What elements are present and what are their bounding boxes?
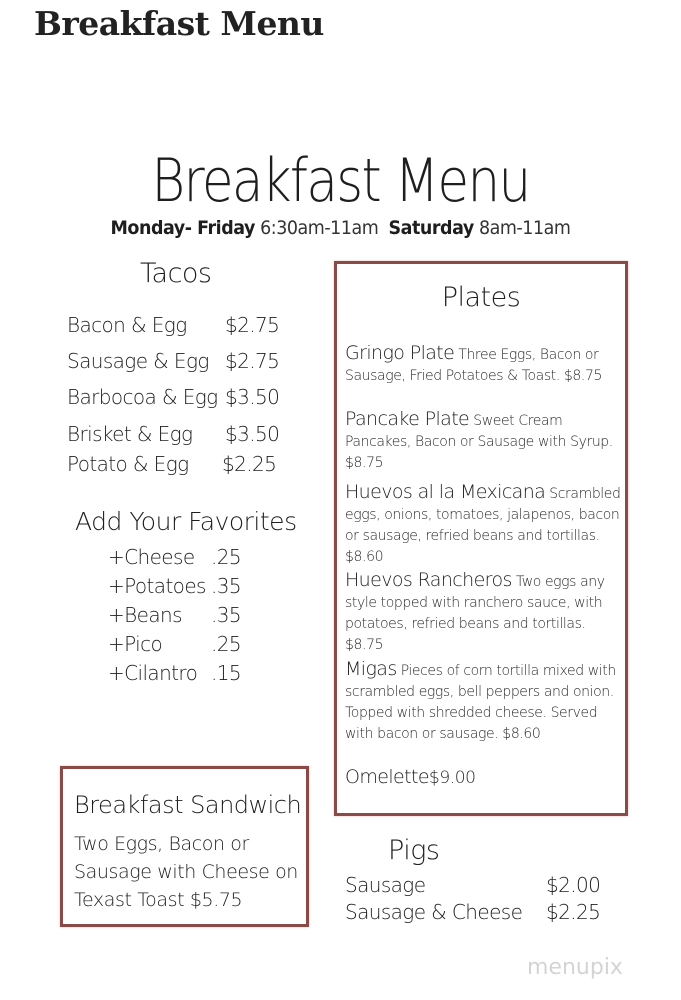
taco-price: $2.75 [225,313,280,337]
plates-box [334,261,628,816]
plate-item [345,409,625,474]
plate-item [345,570,625,656]
saturday-time: 8am-11am [478,217,571,239]
weekday-time: 6:30am-11am [260,217,379,239]
plate-item [345,343,625,387]
taco-price: $2.25 [222,452,277,476]
saturday-label: Saturday [388,217,474,239]
taco-price: $2.75 [225,349,280,373]
favorite-name: +Beans [108,603,182,627]
taco-name: Bacon & Egg [67,313,187,337]
favorite-name: +Cilantro [108,661,198,685]
plate-description: $9.00 [428,768,476,788]
favorite-price: .25 [211,632,242,656]
weekday-label: Monday- Friday [110,217,256,239]
favorite-price: .35 [211,603,242,627]
taco-name: Barbocoa & Egg [67,385,218,409]
sandwich-title: Breakfast Sandwich [74,791,302,819]
tacos-title: Tacos [140,258,212,289]
pig-name: Sausage & Cheese [345,900,523,924]
plate-name: Pancake Plate [345,408,470,430]
taco-price: $3.50 [225,422,280,446]
plate-description: Pieces of corn tortilla mixed with scrambled eggs, bell peppers and onion. Topped with shredded cheese. Served with bacon or sausage. $8.60 [345,663,616,742]
plates-title: Plates [441,282,521,313]
taco-name: Sausage & Egg [67,349,209,373]
favorite-name: +Pico [108,632,163,656]
taco-price: $3.50 [225,385,280,409]
plate-name: Omelette [345,766,429,788]
favorite-name: +Cheese [108,545,195,569]
plate-description: Two eggs any style topped with ranchero sauce, with potatoes, refried beans and tortillas. $8.75 [345,574,605,653]
pigs-title: Pigs [388,835,440,866]
plate-item [345,767,625,790]
favorite-price: .15 [211,661,242,685]
favorite-price: .35 [211,574,242,598]
hours [27,217,654,239]
watermark: menupix [527,955,623,980]
plate-description: Scrambled eggs, onions, tomatoes, jalapenos, bacon or sausage, refried beans and tortillas. $8.60 [345,486,621,565]
plate-item [345,482,625,568]
favorites-title: Add Your Favorites [75,507,297,536]
page-heading: Breakfast Menu [34,4,324,43]
plate-name: Huevos al la Mexicana [345,481,546,503]
plate-description: Sweet Cream Pancakes, Bacon or Sausage with Syrup. $8.75 [345,413,613,471]
favorite-name: +Potatoes [108,574,206,598]
favorite-price: .25 [211,545,242,569]
plate-name: Gringo Plate [345,342,455,364]
plate-item [345,659,625,745]
sandwich-box [60,766,309,927]
plate-name: Migas [345,658,397,680]
taco-name: Brisket & Egg [67,422,193,446]
pig-price: $2.00 [546,873,601,897]
pig-price: $2.25 [546,900,601,924]
sandwich-description: Two Eggs, Bacon or Sausage with Cheese on Texast Toast $5.75 [74,833,298,911]
menu-title: Breakfast Menu [151,146,530,216]
plate-description: Three Eggs, Bacon or Sausage, Fried Potatoes & Toast. $8.75 [345,347,602,384]
plate-name: Huevos Rancheros [345,569,512,591]
pig-name: Sausage [345,873,426,897]
taco-name: Potato & Egg [67,452,189,476]
